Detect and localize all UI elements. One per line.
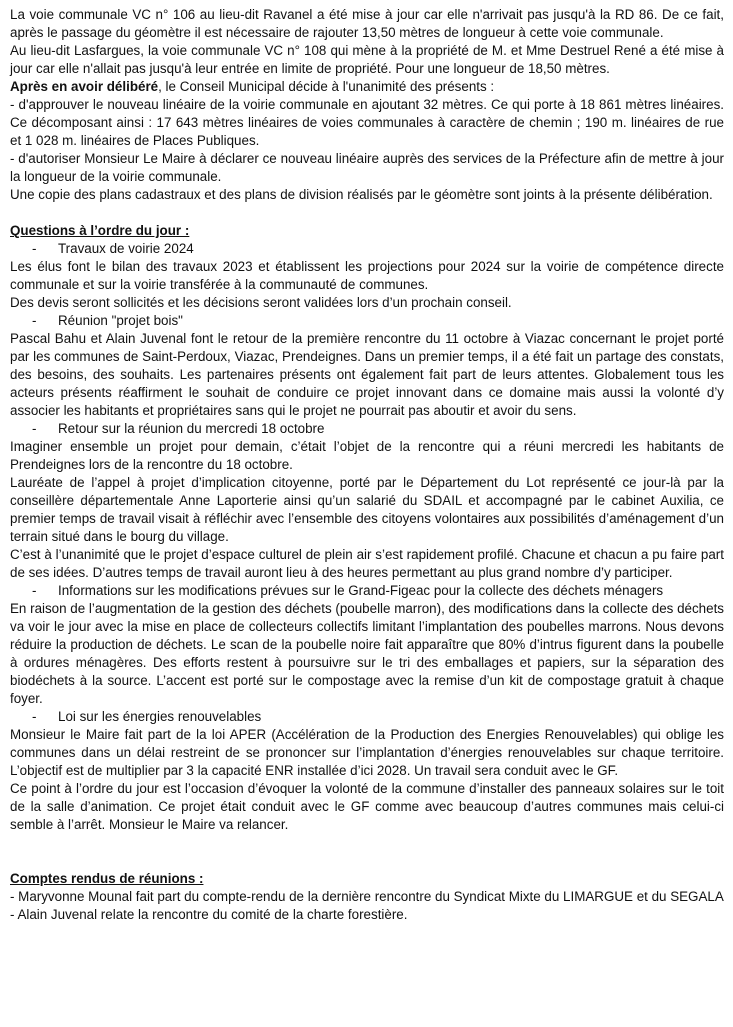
deliberation-item-1: - d'approuver le nouveau linéaire de la voirie communale en ajoutant 32 mètres. Ce qui porte à 18 861 mètres linéaires. Ce décomposant ainsi : 17 643 mètres linéaires de voies communales à caractère de chemin ; 190 m. linéaires de rue et 1 028 m. linéaires de Places Publiques. bbox=[10, 97, 724, 148]
section-heading-comptes-rendus: Comptes rendus de réunions : bbox=[10, 871, 204, 886]
paragraph-travaux-1: Les élus font le bilan des travaux 2023 et établissent les projections pour 2024 sur la voirie de compétence directe communale et sur la voirie transférée à la communauté de communes. bbox=[10, 259, 724, 292]
bullet-dash: - bbox=[32, 241, 37, 256]
deliberation-rest: , le Conseil Municipal décide à l'unanimité des présents : bbox=[158, 79, 495, 94]
bullet-label: Travaux de voirie 2024 bbox=[58, 241, 194, 256]
paragraph-vc108: Au lieu-dit Lasfargues, la voie communale VC n° 108 qui mène à la propriété de M. et Mme Destruel René a été mise à jour car elle n'allait pas jusqu'à leur entrée en limite de propriété. Pour une longueur de 18,50 mètres. bbox=[10, 43, 724, 76]
bullet-label: Informations sur les modifications prévues sur le Grand-Figeac pour la collecte des déchets ménagers bbox=[58, 583, 664, 598]
bullet-reunion-18-octobre bbox=[10, 420, 724, 438]
paragraph-energies-1: Monsieur le Maire fait part de la loi APER (Accélération de la Production des Energies Renouvelables) qui oblige les communes dans un délai restreint de se prononcer sur l’implantation d’énergies renouvelables sur chaque territoire. L’objectif est de multiplier par 3 la capacité ENR installée d’ici 2028. Un travail sera conduit avec le GF. bbox=[10, 727, 724, 778]
bullet-dash: - bbox=[32, 313, 37, 328]
paragraph-copy-plans: Une copie des plans cadastraux et des plans de division réalisés par le géomètre sont joints à la présente délibération. bbox=[10, 187, 713, 202]
paragraph-projet-bois: Pascal Bahu et Alain Juvenal font le retour de la première rencontre du 11 octobre à Viazac concernant le projet porté par les communes de Saint-Perdoux, Viazac, Prendeignes. Dans un premier temps, il a été fait un partage des constats, des besoins, des souhaits. Les partenaires présents ont également fait part de leurs attentes. Globalement tous les acteurs présents réaffirment le souhait de conduire ce projet innovant dans ce domaine mais aussi la volonté d’y associer les habitants et propriétaires sans qui le projet ne pourrait pas aboutir et avoir du sens. bbox=[10, 331, 724, 418]
paragraph-reunion-3: C’est à l’unanimité que le projet d’espace culturel de plein air s’est rapidement profilé. Chacune et chacun a pu faire part de ses idées. D’autres temps de travail auront lieu à des heures permettant au plus grand nombre d’y participer. bbox=[10, 547, 724, 580]
paragraph-travaux-2: Des devis seront sollicités et les décisions seront validées lors d’un prochain conseil. bbox=[10, 295, 512, 310]
paragraph-reunion-2: Lauréate de l’appel à projet d’implication citoyenne, porté par le Département du Lot représenté ce jour-là par la conseillère départementale Anne Laporterie ainsi qu’un salarié du SDAIL et accompagné par le cabinet Auxilia, ce premier temps de travail visait à réfléchir avec l’ensemble des citoyens volontaires aux possibilités d’aménagement d’un terrain situé dans le bourg du village. bbox=[10, 475, 724, 544]
compte-rendu-item-1: - Maryvonne Mounal fait part du compte-rendu de la dernière rencontre du Syndicat Mixte du LIMARGUE et du SEGALA bbox=[10, 889, 724, 904]
bullet-label: Loi sur les énergies renouvelables bbox=[58, 709, 262, 724]
document-page bbox=[10, 6, 724, 924]
deliberation-bold: Après en avoir délibéré bbox=[10, 79, 159, 94]
paragraph-reunion-1: Imaginer ensemble un projet pour demain, c’était l’objet de la rencontre qui a réuni mercredi les habitants de Prendeignes lors de la rencontre du 18 octobre. bbox=[10, 439, 724, 472]
paragraph-energies-2: Ce point à l’ordre du jour est l’occasion d’évoquer la volonté de la commune d’installer des panneaux solaires sur le toit de la salle d’animation. Ce projet était conduit avec le GF comme avec beaucoup d’autres communes mais celui-ci semble à l’arrêt. Monsieur le Maire va relancer. bbox=[10, 781, 724, 832]
paragraph-dechets: En raison de l’augmentation de la gestion des déchets (poubelle marron), des modifications dans la collecte des déchets va voir le jour avec la mise en place de collecteurs collectifs limitant l’implantation des poubelles marrons. Nous devons réduire la production de déchets. Le scan de la poubelle noire fait apparaître que 80% d’intrus figurent dans la poubelle à ordures ménagères. Des efforts restent à poursuivre sur le tri des emballages et papiers, sur la séparation des biodéchets à la source. L’accent est porté sur le compostage avec la remise d’un kit de compostage gratuit à chaque foyer. bbox=[10, 601, 724, 706]
section-heading-questions: Questions à l’ordre du jour : bbox=[10, 223, 190, 238]
compte-rendu-item-2: - Alain Juvenal relate la rencontre du comité de la charte forestière. bbox=[10, 907, 408, 922]
bullet-label: Retour sur la réunion du mercredi 18 octobre bbox=[58, 421, 325, 436]
paragraph-vc106: La voie communale VC n° 106 au lieu-dit Ravanel a été mise à jour car elle n'arrivait pas jusqu'à la RD 86. De ce fait, après le passage du géomètre il est nécessaire de rajouter 13,50 mètres de longueur à cette voie communale. bbox=[10, 7, 724, 40]
bullet-energies-renouvelables bbox=[10, 708, 724, 726]
bullet-dash: - bbox=[32, 583, 37, 598]
deliberation-line bbox=[10, 78, 724, 96]
deliberation-item-2: - d'autoriser Monsieur Le Maire à déclarer ce nouveau linéaire auprès des services de la Préfecture afin de mettre à jour la longueur de la voirie communale. bbox=[10, 151, 724, 184]
bullet-dash: - bbox=[32, 421, 37, 436]
bullet-travaux-voirie bbox=[10, 240, 724, 258]
bullet-dash: - bbox=[32, 709, 37, 724]
bullet-collecte-dechets bbox=[10, 582, 724, 600]
bullet-label: Réunion "projet bois" bbox=[58, 313, 183, 328]
bullet-projet-bois bbox=[10, 312, 724, 330]
